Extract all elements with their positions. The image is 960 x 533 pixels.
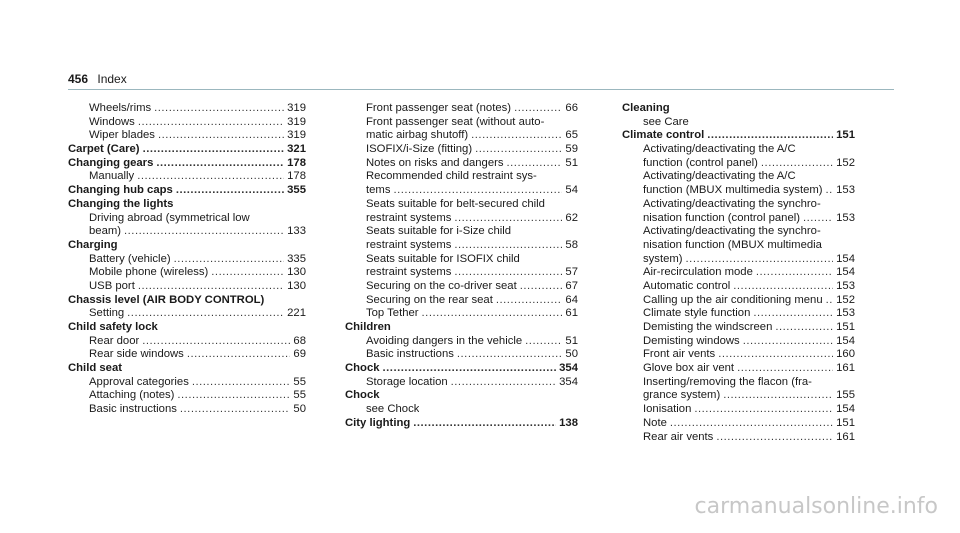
entry-text: matic airbag shutoff) xyxy=(366,129,469,142)
entry-page-number[interactable]: 354 xyxy=(559,362,578,375)
dot-leader xyxy=(454,266,562,280)
entry-page-number[interactable]: 319 xyxy=(287,102,306,114)
dot-leader xyxy=(413,417,556,431)
entry-page-number[interactable]: 319 xyxy=(287,129,306,142)
index-subentry xyxy=(622,376,855,390)
index-entry xyxy=(68,362,306,376)
index-entry xyxy=(68,239,306,253)
dot-leader xyxy=(422,307,563,321)
dot-leader xyxy=(670,417,833,431)
index-subentry xyxy=(345,129,578,143)
entry-text: Activating/deactivating the synchro- xyxy=(643,197,821,210)
entry-page-number[interactable]: 57 xyxy=(565,266,578,279)
dot-leader xyxy=(176,184,284,198)
entry-text: Activating/deactivating the A/C xyxy=(643,143,796,156)
dot-leader xyxy=(124,225,284,239)
dot-leader xyxy=(496,294,563,308)
index-column-1 xyxy=(68,102,306,417)
index-subentry xyxy=(345,280,578,294)
entry-text: Wiper blades xyxy=(89,129,155,142)
entry-page-number[interactable]: 62 xyxy=(565,211,578,224)
dot-leader xyxy=(383,362,557,376)
index-subentry xyxy=(622,307,855,321)
entry-text: restraint systems xyxy=(366,211,452,224)
entry-text: Chock xyxy=(345,362,380,375)
entry-text: Child seat xyxy=(68,362,122,375)
entry-text: USB port xyxy=(89,279,135,292)
entry-text: tems xyxy=(366,184,391,197)
entry-text: nisation function (MBUX multimedia xyxy=(643,238,822,251)
index-subentry xyxy=(622,335,855,349)
index-column-2 xyxy=(345,102,578,431)
entry-text: Rear side windows xyxy=(89,348,184,361)
entry-text: Ionisation xyxy=(643,403,692,416)
dot-leader xyxy=(142,335,290,349)
index-subentry xyxy=(68,212,306,226)
index-subentry xyxy=(68,307,306,321)
index-subentry xyxy=(345,376,578,390)
entry-text: Cleaning xyxy=(622,102,670,114)
index-subentry xyxy=(68,348,306,362)
entry-text: Setting xyxy=(89,307,125,320)
entry-page-number[interactable]: 133 xyxy=(287,225,306,238)
entry-page-number[interactable]: 160 xyxy=(836,348,855,361)
index-subentry xyxy=(345,294,578,308)
entry-text: Basic instructions xyxy=(366,348,454,361)
entry-text: Changing gears xyxy=(68,156,154,169)
entry-text: Chassis level (AIR BODY CONTROL) xyxy=(68,293,265,306)
entry-text: Carpet (Care) xyxy=(68,143,140,156)
entry-page-number[interactable]: 64 xyxy=(565,293,578,306)
entry-text: nisation function (control panel) xyxy=(643,211,800,224)
index-subentry xyxy=(622,362,855,376)
entry-page-number[interactable]: 51 xyxy=(565,334,578,347)
entry-text: Securing on the rear seat xyxy=(366,293,493,306)
entry-page-number[interactable]: 355 xyxy=(287,184,306,197)
entry-page-number[interactable]: 178 xyxy=(287,170,306,183)
index-subentry xyxy=(345,266,578,280)
dot-leader xyxy=(154,102,284,116)
entry-text: Storage location xyxy=(366,375,448,388)
dot-leader xyxy=(454,239,562,253)
entry-text: Seats suitable for i-Size child xyxy=(366,225,512,238)
index-subentry xyxy=(68,403,306,417)
index-subentry xyxy=(622,225,855,239)
dot-leader xyxy=(507,157,563,171)
entry-text: see Care xyxy=(643,115,689,128)
entry-page-number[interactable]: 55 xyxy=(293,375,306,388)
index-subentry xyxy=(622,239,855,253)
entry-text: restraint systems xyxy=(366,266,452,279)
dot-leader xyxy=(826,294,834,308)
entry-page-number[interactable]: 50 xyxy=(293,403,306,416)
entry-text: Mobile phone (wireless) xyxy=(89,266,209,279)
index-subentry xyxy=(622,321,855,335)
index-subentry xyxy=(622,198,855,212)
dot-leader xyxy=(138,116,284,130)
entry-text: grance system) xyxy=(643,389,721,402)
entry-text: Manually xyxy=(89,170,135,183)
index-subentry xyxy=(622,253,855,267)
dot-leader xyxy=(471,129,562,143)
dot-leader xyxy=(694,403,833,417)
entry-page-number[interactable]: 154 xyxy=(836,252,855,265)
index-subentry xyxy=(345,102,578,116)
entry-text: ISOFIX/i-Size (fitting) xyxy=(366,143,473,156)
index-subentry xyxy=(622,184,855,198)
index-subentry xyxy=(68,129,306,143)
entry-page-number[interactable]: 354 xyxy=(559,375,578,388)
entry-page-number[interactable]: 151 xyxy=(836,416,855,429)
entry-text: Front passenger seat (notes) xyxy=(366,102,512,114)
index-subentry xyxy=(68,389,306,403)
entry-page-number[interactable]: 61 xyxy=(565,307,578,320)
dot-leader xyxy=(718,348,833,362)
entry-text: Automatic control xyxy=(643,279,731,292)
index-subentry xyxy=(68,253,306,267)
entry-text: Note xyxy=(643,416,667,429)
entry-page-number[interactable]: 319 xyxy=(287,115,306,128)
entry-text: Rear air vents xyxy=(643,430,714,443)
index-entry xyxy=(68,157,306,171)
index-subentry xyxy=(622,116,855,130)
entry-page-number[interactable]: 321 xyxy=(287,143,306,156)
dot-leader xyxy=(143,143,285,157)
entry-page-number[interactable]: 153 xyxy=(836,307,855,320)
index-subentry xyxy=(622,143,855,157)
entry-page-number[interactable]: 68 xyxy=(293,334,306,347)
index-entry xyxy=(345,417,578,431)
entry-page-number[interactable]: 161 xyxy=(836,430,855,443)
index-subentry xyxy=(345,184,578,198)
entry-text: Recommended child restraint sys- xyxy=(366,170,537,183)
entry-page-number[interactable]: 221 xyxy=(287,307,306,320)
index-subentry xyxy=(68,116,306,130)
entry-text: Changing hub caps xyxy=(68,184,173,197)
index-subentry xyxy=(345,253,578,267)
entry-page-number[interactable]: 153 xyxy=(836,279,855,292)
dot-leader xyxy=(177,389,290,403)
entry-text: Child safety lock xyxy=(68,321,158,333)
entry-text: see Chock xyxy=(366,403,420,416)
entry-page-number[interactable]: 154 xyxy=(836,334,855,347)
dot-leader xyxy=(761,157,833,171)
entry-page-number[interactable]: 55 xyxy=(293,389,306,402)
entry-text: system) xyxy=(643,252,683,265)
entry-text: Securing on the co-driver seat xyxy=(366,279,517,292)
dot-leader xyxy=(158,129,284,143)
entry-text: Front air vents xyxy=(643,348,716,361)
index-column-3 xyxy=(622,102,855,444)
entry-text: Children xyxy=(345,321,391,333)
index-subentry xyxy=(345,335,578,349)
dot-leader xyxy=(187,348,291,362)
index-subentry xyxy=(622,212,855,226)
index-entry xyxy=(68,321,306,335)
index-subentry xyxy=(345,116,578,130)
index-subentry xyxy=(622,170,855,184)
dot-leader xyxy=(803,212,833,226)
entry-page-number[interactable]: 154 xyxy=(836,266,855,279)
index-subentry xyxy=(622,157,855,171)
index-subentry xyxy=(345,157,578,171)
dot-leader xyxy=(393,184,562,198)
entry-text: Front passenger seat (without auto- xyxy=(366,115,545,128)
index-entry xyxy=(345,389,578,403)
entry-page-number[interactable]: 65 xyxy=(565,129,578,142)
entry-page-number[interactable]: 154 xyxy=(836,403,855,416)
index-subentry xyxy=(68,102,306,116)
entry-text: Changing the lights xyxy=(68,197,174,210)
page-number: 456 xyxy=(68,72,89,86)
entry-page-number[interactable]: 50 xyxy=(565,348,578,361)
dot-leader xyxy=(457,348,563,362)
entry-page-number[interactable]: 153 xyxy=(836,211,855,224)
entry-text: Rear door xyxy=(89,334,140,347)
entry-text: Notes on risks and dangers xyxy=(366,156,504,169)
dot-leader xyxy=(475,143,562,157)
entry-page-number[interactable]: 69 xyxy=(293,348,306,361)
dot-leader xyxy=(737,362,833,376)
index-subentry xyxy=(345,225,578,239)
dot-leader xyxy=(775,321,833,335)
entry-text: Basic instructions xyxy=(89,403,177,416)
index-subentry xyxy=(622,389,855,403)
entry-page-number[interactable]: 151 xyxy=(836,129,855,142)
index-subentry xyxy=(622,280,855,294)
section-title: Index xyxy=(97,72,127,86)
entry-page-number[interactable]: 130 xyxy=(287,266,306,279)
entry-page-number[interactable]: 152 xyxy=(836,156,855,169)
entry-page-number[interactable]: 58 xyxy=(565,238,578,251)
page-header xyxy=(68,72,127,86)
dot-leader xyxy=(686,253,834,267)
index-entry xyxy=(622,129,855,143)
entry-text: Activating/deactivating the synchro- xyxy=(643,225,821,238)
index-subentry xyxy=(68,266,306,280)
dot-leader xyxy=(180,403,291,417)
index-entry xyxy=(345,321,578,335)
entry-text: Seats suitable for belt-secured child xyxy=(366,197,545,210)
entry-text: Glove box air vent xyxy=(643,362,735,375)
entry-page-number[interactable]: 155 xyxy=(836,389,855,402)
index-entry xyxy=(68,143,306,157)
index-subentry xyxy=(622,403,855,417)
index-subentry xyxy=(345,212,578,226)
entry-text: Seats suitable for ISOFIX child xyxy=(366,252,520,265)
index-entry xyxy=(345,362,578,376)
entry-text: Activating/deactivating the A/C xyxy=(643,170,796,183)
entry-page-number[interactable]: 67 xyxy=(565,279,578,292)
index-subentry xyxy=(68,170,306,184)
dot-leader xyxy=(211,266,284,280)
index-entry xyxy=(622,102,855,116)
dot-leader xyxy=(138,280,284,294)
header-divider xyxy=(68,89,894,90)
index-subentry xyxy=(622,417,855,431)
dot-leader xyxy=(137,170,284,184)
index-subentry xyxy=(345,170,578,184)
entry-text: Windows xyxy=(89,115,135,128)
entry-text: Air-recirculation mode xyxy=(643,266,753,279)
entry-text: Driving abroad (symmetrical low xyxy=(89,211,250,224)
index-subentry xyxy=(622,348,855,362)
index-entry xyxy=(68,294,306,308)
entry-text: Climate control xyxy=(622,129,705,142)
watermark: carmanualsonline.info xyxy=(694,494,938,519)
dot-leader xyxy=(454,212,562,226)
entry-text: Demisting windows xyxy=(643,334,740,347)
dot-leader xyxy=(826,184,834,198)
index-entry xyxy=(68,184,306,198)
entry-page-number[interactable]: 153 xyxy=(836,184,855,197)
entry-text: function (control panel) xyxy=(643,156,758,169)
dot-leader xyxy=(156,157,284,171)
dot-leader xyxy=(716,431,833,445)
entry-page-number[interactable]: 178 xyxy=(287,156,306,169)
entry-page-number[interactable]: 152 xyxy=(836,293,855,306)
dot-leader xyxy=(525,335,562,349)
index-subentry xyxy=(68,376,306,390)
dot-leader xyxy=(743,335,833,349)
entry-text: Avoiding dangers in the vehicle xyxy=(366,334,523,347)
entry-text: Charging xyxy=(68,238,118,251)
dot-leader xyxy=(520,280,563,294)
entry-text: Attaching (notes) xyxy=(89,389,175,402)
entry-text: City lighting xyxy=(345,416,411,429)
entry-page-number[interactable]: 130 xyxy=(287,279,306,292)
index-subentry xyxy=(345,239,578,253)
entry-page-number[interactable]: 59 xyxy=(565,143,578,156)
index-subentry xyxy=(68,335,306,349)
index-subentry xyxy=(345,403,578,417)
index-subentry xyxy=(345,198,578,212)
index-subentry xyxy=(622,266,855,280)
dot-leader xyxy=(451,376,556,390)
dot-leader xyxy=(127,307,284,321)
entry-page-number[interactable]: 51 xyxy=(565,156,578,169)
dot-leader xyxy=(192,376,291,390)
index-entry xyxy=(68,198,306,212)
entry-text: Battery (vehicle) xyxy=(89,252,171,265)
entry-page-number[interactable]: 66 xyxy=(565,102,578,114)
entry-text: Wheels/rims xyxy=(89,102,152,114)
entry-text: Calling up the air conditioning menu xyxy=(643,293,823,306)
entry-text: beam) xyxy=(89,225,122,238)
index-subentry xyxy=(345,307,578,321)
dot-leader xyxy=(723,389,833,403)
entry-page-number[interactable]: 151 xyxy=(836,321,855,333)
index-subentry xyxy=(622,294,855,308)
entry-text: Inserting/removing the flacon (fra- xyxy=(643,375,812,388)
index-subentry xyxy=(68,280,306,294)
entry-page-number[interactable]: 161 xyxy=(836,362,855,375)
dot-leader xyxy=(707,129,833,143)
entry-text: function (MBUX multimedia system) xyxy=(643,184,823,197)
index-subentry xyxy=(345,348,578,362)
entry-text: restraint systems xyxy=(366,238,452,251)
index-subentry xyxy=(68,225,306,239)
index-subentry xyxy=(345,143,578,157)
dot-leader xyxy=(174,253,285,267)
entry-text: Chock xyxy=(345,389,380,402)
dot-leader xyxy=(514,102,562,116)
entry-page-number[interactable]: 335 xyxy=(287,252,306,265)
dot-leader xyxy=(733,280,833,294)
index-subentry xyxy=(622,431,855,445)
dot-leader xyxy=(753,307,833,321)
entry-text: Top Tether xyxy=(366,307,419,320)
entry-page-number[interactable]: 138 xyxy=(559,416,578,429)
entry-page-number[interactable]: 54 xyxy=(565,184,578,197)
entry-text: Climate style function xyxy=(643,307,751,320)
dot-leader xyxy=(756,266,833,280)
entry-text: Demisting the windscreen xyxy=(643,321,773,333)
entry-text: Approval categories xyxy=(89,375,189,388)
